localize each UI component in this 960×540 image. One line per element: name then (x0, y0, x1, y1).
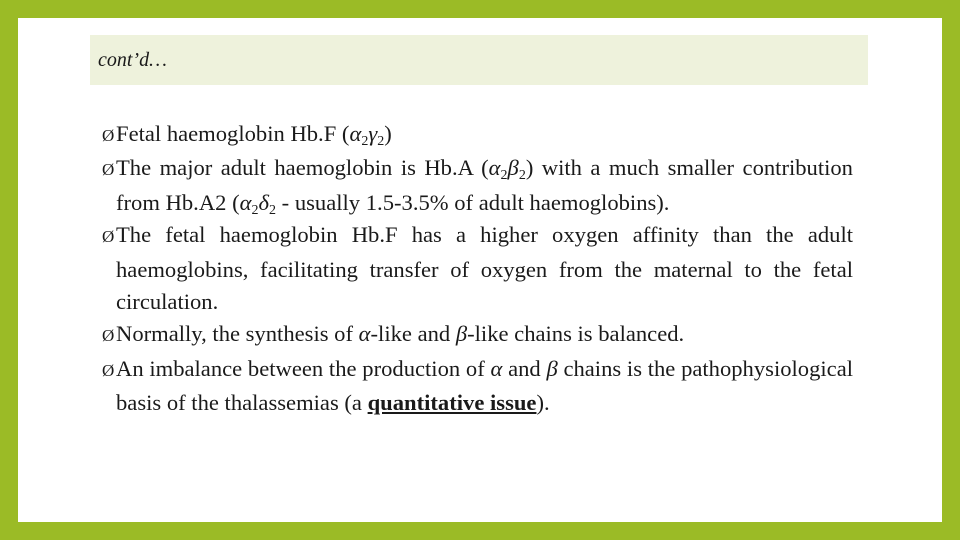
bullet-text: α (349, 121, 362, 146)
arrow-bullet-icon: Ø (102, 360, 115, 380)
bullet-list (102, 118, 853, 420)
title-bar (90, 35, 868, 85)
arrow-bullet-icon: Ø (102, 126, 115, 145)
bullet-text: -like and (370, 321, 456, 347)
bullet-item (102, 219, 853, 318)
bullet-text: 2 (518, 168, 526, 184)
bullet-text: -like chains is balanced. (467, 321, 685, 347)
bullet-text: β (455, 321, 468, 347)
bullet-text: and (502, 355, 547, 381)
bullet-text: ) with a much smaller contribution from Hb.A2 ( (116, 155, 853, 215)
bullet-text: ) (384, 121, 392, 146)
bullet-text: The major adult haemoglobin is Hb.A ( (116, 155, 489, 181)
arrow-bullet-icon: Ø (102, 326, 115, 346)
arrow-bullet-icon: Ø (102, 227, 115, 247)
arrow-bullet-icon: Ø (102, 160, 115, 180)
bullet-text: chains is the pathophysiological basis of the thalassemias (a (116, 355, 853, 416)
bullet-text: 2 (269, 202, 277, 218)
bullet-text: α (488, 155, 501, 181)
slide (18, 18, 942, 522)
bullet-text: 2 (361, 134, 369, 149)
bullet-text: 2 (500, 168, 508, 184)
bullet-text: Fetal haemoglobin Hb.F ( (116, 121, 350, 146)
emphasis-text: quantitative issue (367, 390, 537, 416)
bullet-text: The fetal haemoglobin Hb.F has a higher oxygen affinity than the adult haemoglobins, facilitating transfer of oxygen from the maternal to the fetal circulation. (116, 222, 853, 315)
bullet-item (102, 353, 853, 420)
bullet-text: β (507, 155, 519, 181)
bullet-text: γ (368, 121, 378, 146)
bullet-item (102, 318, 853, 352)
bullet-text: Normally, the synthesis of (116, 321, 359, 347)
bullet-text: ). (536, 390, 550, 416)
bullet-item (102, 118, 853, 152)
bullet-text: β (546, 355, 558, 381)
bullet-text: 2 (377, 134, 385, 149)
bullet-text: An imbalance between the production of (116, 355, 491, 381)
bullet-text: - usually 1.5-3.5% of adult haemoglobins). (276, 189, 670, 215)
bullet-text: α (239, 189, 252, 215)
bullet-text: δ (258, 189, 270, 215)
bullet-text: α (358, 321, 371, 347)
bullet-text: 2 (251, 202, 259, 218)
slide-title: cont’d… (98, 49, 167, 71)
bullet-text: α (490, 355, 503, 381)
bullet-item (102, 152, 853, 219)
